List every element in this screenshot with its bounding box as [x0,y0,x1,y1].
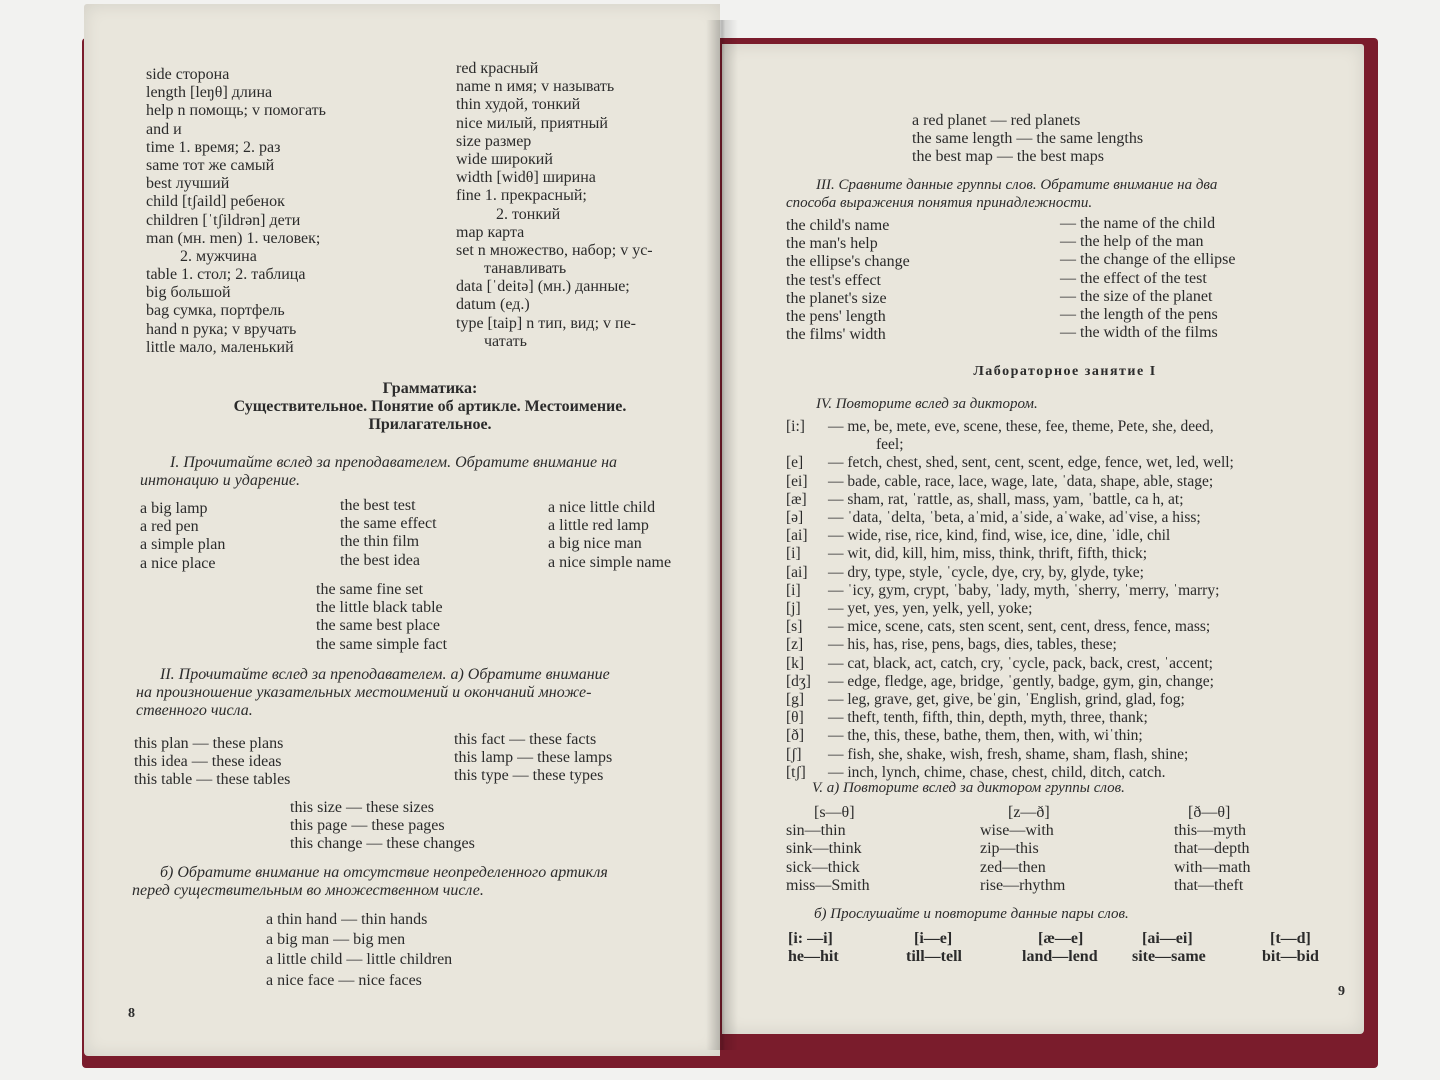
exercise-5b-pair-3 [1022,930,1098,966]
word-pair: this—myth [1174,822,1247,840]
vocab-line: map карта [456,223,525,241]
vocab-line: 2. мужчина [180,247,257,265]
phrase: the same best place [316,617,440,635]
phrase: a simple plan [140,536,226,554]
phonetic-words: — edge, fledge, age, bridge, ˈgently, badge, gym, gin, change; [828,672,1214,690]
phrase: this fact — these facts [454,731,597,748]
phonetic-symbol: [ʃ] [786,745,802,763]
phonetic-symbol: [dʒ] [786,672,811,690]
phonetic-words: — fetch, chest, shed, sent, cent, scent, edge, fence, wet, led, well; [828,454,1234,472]
vocab-line: width [widθ] ширина [456,169,596,187]
group-head: [s—θ] [814,804,855,821]
book-spine [706,20,738,1050]
phrase: this page — these pages [290,817,445,835]
phrase: the pens' length [786,307,886,325]
phrase: the best map — the best maps [912,148,1104,166]
phrase: a big lamp [140,500,208,517]
phonetic-symbol: [ai] [786,527,808,545]
page-number-left: 8 [128,1006,135,1021]
exercise-1-col-3 [548,499,671,572]
phrase: a nice face — nice faces [266,971,422,989]
phonetic-words: — bade, cable, race, lace, wage, late, ˈdata, shape, able, stage; [828,472,1214,490]
phonetic-row [786,618,1240,636]
page-number-right: 9 [1338,984,1345,999]
phrase: the films' width [786,326,886,344]
phonetic-symbol: [i] [786,545,801,563]
phonetic-symbol: [ə] [786,509,804,527]
vocab-line: set n множество, набор; v ус- [456,241,653,259]
phrase: the man's help [786,235,878,253]
vocab-line: nice милый, приятный [456,114,608,132]
phrase: a thin hand — thin hands [266,911,428,928]
word-pair: miss—Smith [786,876,870,894]
phonetic-symbol: [θ] [786,709,804,727]
phonetic-row [786,454,1240,472]
phrase: the ellipse's change [786,253,910,271]
phonetic-symbol: [k] [786,654,805,672]
phonetic-words: — theft, tenth, fifth, thin, depth, myth, three, thank; [828,709,1148,727]
phonetic-words: — wit, did, kill, him, miss, think, thrift, fifth, thick; [828,545,1148,563]
phonetic-symbol: [i] [786,581,801,599]
phonetic-row [786,655,1240,673]
instruction-line: ственного числа. [136,702,253,720]
phonetic-words: — leg, grave, get, give, beˈgin, ˈEnglish, grind, glad, fog; [828,691,1185,709]
phonetic-symbol [786,436,828,454]
phrase: the thin film [340,533,420,551]
exercise-5b-pair-4 [1132,930,1206,966]
pair-head: [t—d] [1270,930,1311,947]
vocab-line: side сторона [146,66,230,83]
vocab-line: and и [146,120,182,138]
phonetic-row [786,564,1240,582]
phonetic-symbol: [ei] [786,472,808,490]
phrase: — the size of the planet [1060,287,1213,305]
exercise-5b-pair-5 [1262,930,1319,966]
phrase: this type — these types [454,767,604,785]
phonetic-symbol: [g] [786,691,805,709]
phrase: a little child — little children [266,951,453,969]
phonetic-symbol: [i:] [786,418,805,435]
phonetic-words: — yet, yes, yen, yelk, yell, yoke; [828,600,1033,618]
phrase: this table — these tables [134,771,291,789]
phrase: a little red lamp [548,517,649,535]
vocab-line: hand n рука; v вручать [146,320,297,338]
heading-line: Грамматика: [382,380,478,397]
phonetic-row [786,473,1240,491]
phrase: a nice place [140,554,216,572]
phonetic-row [786,727,1240,745]
phrase: — the effect of the test [1060,269,1207,287]
vocab-line: wide широкий [456,150,553,168]
phonetic-words: — ˈdata, ˈdelta, ˈbeta, aˈmid, aˈside, aˈwake, adˈvise, a hiss; [828,509,1201,527]
phonetic-symbol: [z] [786,636,804,654]
exercise-2-col-2 [454,731,612,786]
word-pair: with—math [1174,858,1251,876]
phonetic-row [786,491,1240,509]
phonetic-symbol: [j] [786,600,801,618]
phrase: — the width of the films [1060,324,1218,342]
word-pair: that—depth [1174,840,1250,858]
word-pair: zip—this [980,840,1039,858]
phonetic-row [786,691,1240,709]
phrase: this change — these changes [290,835,475,853]
exercise-2-col-1 [134,735,290,790]
phonetic-row [786,545,1240,563]
word-pair: sink—think [786,840,862,858]
phrase: a red pen [140,518,199,536]
vocab-line: table 1. стол; 2. таблица [146,266,306,284]
exercise-1-col-2 [340,497,437,570]
exercise-1-instruction [140,454,617,490]
phonetic-words: — me, be, mete, eve, scene, these, fee, theme, Pete, she, deed, [828,418,1214,435]
phrase: a big nice man [548,535,642,553]
exercise-5b-pair-1 [788,930,839,966]
phonetic-words: — the, this, these, bathe, them, then, with, wiˈthin; [828,727,1143,745]
phrase: the same simple fact [316,635,448,653]
exercise-3-left [786,217,910,344]
pair-head: [æ—e] [1038,930,1084,947]
phonetic-words: — ˈicy, gym, crypt, ˈbaby, ˈlady, myth, ˈsherry, ˈmerry, ˈmarry; [828,581,1220,599]
grammar-heading [150,380,710,435]
vocab-line: type [taip] n тип, вид; v пе- [456,314,637,332]
exercise-5a-group-3 [1174,804,1250,895]
vocab-line: children [ˈtʃildrən] дети [146,211,301,229]
group-head: [z—ð] [1008,804,1050,821]
phrase: — the help of the man [1060,233,1204,251]
top-list [912,112,1143,167]
phrase: a big man — big men [266,931,406,949]
exercise-2-center [290,799,475,854]
phrase: the planet's size [786,289,887,307]
phrase: — the name of the child [1060,215,1216,232]
vocab-line: datum (ед.) [456,296,530,314]
exercise-4-instruction: IV. Повторите вслед за диктором. [816,396,1038,412]
instruction-line: III. Сравните данные группы слов. Обратите внимание на два [816,177,1218,193]
phonetic-words: — wide, rise, rice, kind, find, wise, ice, dine, ˈidle, chil [828,527,1171,545]
phonetic-words: — fish, she, shake, wish, fresh, shame, sham, flash, shine; [828,745,1189,763]
phonetic-words: — sham, rat, ˈrattle, as, shall, mass, yam, ˈbattle, ca h, at; [828,490,1184,508]
vocab-line: big большой [146,284,231,302]
word-pair: sin—thin [786,822,846,840]
phrase: this idea — these ideas [134,753,282,771]
phrase: this plan — these plans [134,735,284,752]
vocab-line: size размер [456,132,532,150]
vocab-line: man (мн. men) 1. человек; [146,229,321,247]
phonetic-row [786,600,1240,618]
phrase: the same length — the same lengths [912,130,1144,148]
exercise-3-instruction [786,176,1217,212]
phrase: — the length of the pens [1060,305,1218,323]
phrase: the test's effect [786,271,881,289]
word-pair: wise—with [980,822,1054,840]
vocab-line: data [ˈdeitə] (мн.) данные; [456,278,630,296]
exercise-5a-group-2 [980,804,1065,895]
phonetic-symbol: [tʃ] [786,763,806,781]
phrase: this size — these sizes [290,799,434,816]
phonetic-symbol: [ð] [786,727,805,745]
pair-head: [ai—ei] [1142,930,1193,947]
phonetic-words: — inch, lynch, chime, chase, chest, child, ditch, catch. [828,763,1166,781]
heading-line: Существительное. Понятие об артикле. Местоимение. [233,398,627,416]
word-pair: rise—rhythm [980,876,1066,894]
vocab-line: 2. тонкий [496,205,561,223]
phrase: a red planet — red planets [912,112,1081,129]
phonetic-row [786,582,1240,600]
word-pair: sick—thick [786,858,860,876]
instruction-line: на произношение указательных местоимений и окончаний множе- [136,684,592,702]
phrase: — the change of the ellipse [1060,251,1236,269]
vocab-line: bag сумка, портфель [146,302,285,320]
phonetic-row [786,746,1240,764]
vocab-line: little мало, маленький [146,338,294,356]
vocab-line: length [leŋθ] длина [146,84,273,102]
pair-words: he—hit [788,948,839,966]
vocab-line: fine 1. прекрасный; [456,187,587,205]
pair-head: [i—e] [914,930,953,947]
vocab-line: child [tʃaild] ребенок [146,193,285,211]
phrase: this lamp — these lamps [454,749,613,767]
phrase: the same fine set [316,581,424,598]
phonetic-words: feel; [876,436,904,454]
lab-heading: Лабораторное занятие I [973,364,1157,379]
phrase: the child's name [786,217,890,234]
exercise-2b-list [266,911,452,990]
instruction-line: I. Прочитайте вслед за преподавателем. Обратите внимание на [170,454,618,471]
vocab-line: red красный [456,60,539,77]
phonetic-row [786,709,1240,727]
vocab-line: чатать [484,332,527,350]
phonetic-words: — cat, black, act, catch, cry, ˈcycle, pack, back, crest, ˈaccent; [828,654,1213,672]
phonetic-words: — dry, type, style, ˈcycle, dye, cry, by, glyde, tyke; [828,563,1144,581]
phonetic-symbol: [s] [786,618,803,636]
group-head: [ð—θ] [1188,804,1231,821]
instruction-line: способа выражения понятия принадлежности. [786,195,1093,212]
exercise-2-instruction [136,666,610,721]
phonetic-row [786,418,1240,436]
exercise-5a-group-1 [786,804,870,895]
phrase: a nice little child [548,499,656,516]
exercise-2b-instruction [132,864,608,900]
vocab-column-1 [146,66,326,357]
pair-words: site—same [1132,948,1206,966]
instruction-line: II. Прочитайте вслед за преподавателем. а) Обратите внимание [160,666,610,683]
phrase: the best idea [340,551,420,569]
instruction-line: перед существительным во множественном числе. [132,882,484,900]
exercise-1-col-1 [140,500,225,573]
vocab-column-2 [456,60,653,351]
phonetics-table [786,418,1240,782]
phrase: a nice simple name [548,553,672,571]
heading-line: Прилагательное. [368,416,492,434]
pair-words: till—tell [906,948,962,966]
vocab-line: help n помощь; v помогать [146,102,326,120]
pair-words: bit—bid [1262,948,1319,966]
phrase: the best test [340,497,416,514]
vocab-line: name n имя; v называть [456,78,615,96]
phonetic-words: — his, has, rise, pens, bags, dies, tables, these; [828,636,1117,654]
exercise-3-right [1060,215,1236,342]
exercise-5a-instruction: V. а) Повторите вслед за диктором группы слов. [812,780,1125,796]
phonetic-row [786,527,1240,545]
pair-head: [i: —i] [788,930,833,947]
phonetic-symbol: [ai] [786,563,808,581]
word-pair: that—theft [1174,876,1244,894]
instruction-line: б) Обратите внимание на отсутствие неопределенного артикля [160,864,608,881]
phonetic-row [786,636,1240,654]
phonetic-row [786,436,1240,454]
exercise-1-center [316,581,447,654]
phonetic-row [786,509,1240,527]
vocab-line: time 1. время; 2. раз [146,138,281,156]
vocab-line: thin худой, тонкий [456,96,581,114]
word-pair: zed—then [980,858,1046,876]
exercise-5b-pair-2 [906,930,962,966]
vocab-line: танавливать [484,260,567,278]
instruction-line: интонацию и ударение. [140,472,300,490]
phonetic-row [786,673,1240,691]
phonetic-words: — mice, scene, cats, sten scent, sent, cent, dress, fence, mass; [828,618,1211,636]
vocab-line: same тот же самый [146,156,275,174]
phrase: the same effect [340,515,437,533]
phonetic-symbol: [e] [786,454,804,472]
phrase: the little black table [316,599,443,617]
exercise-5b-instruction: б) Прослушайте и повторите данные пары слов. [814,906,1129,922]
pair-words: land—lend [1022,948,1098,966]
vocab-line: best лучший [146,175,230,193]
phonetic-symbol: [æ] [786,490,807,508]
